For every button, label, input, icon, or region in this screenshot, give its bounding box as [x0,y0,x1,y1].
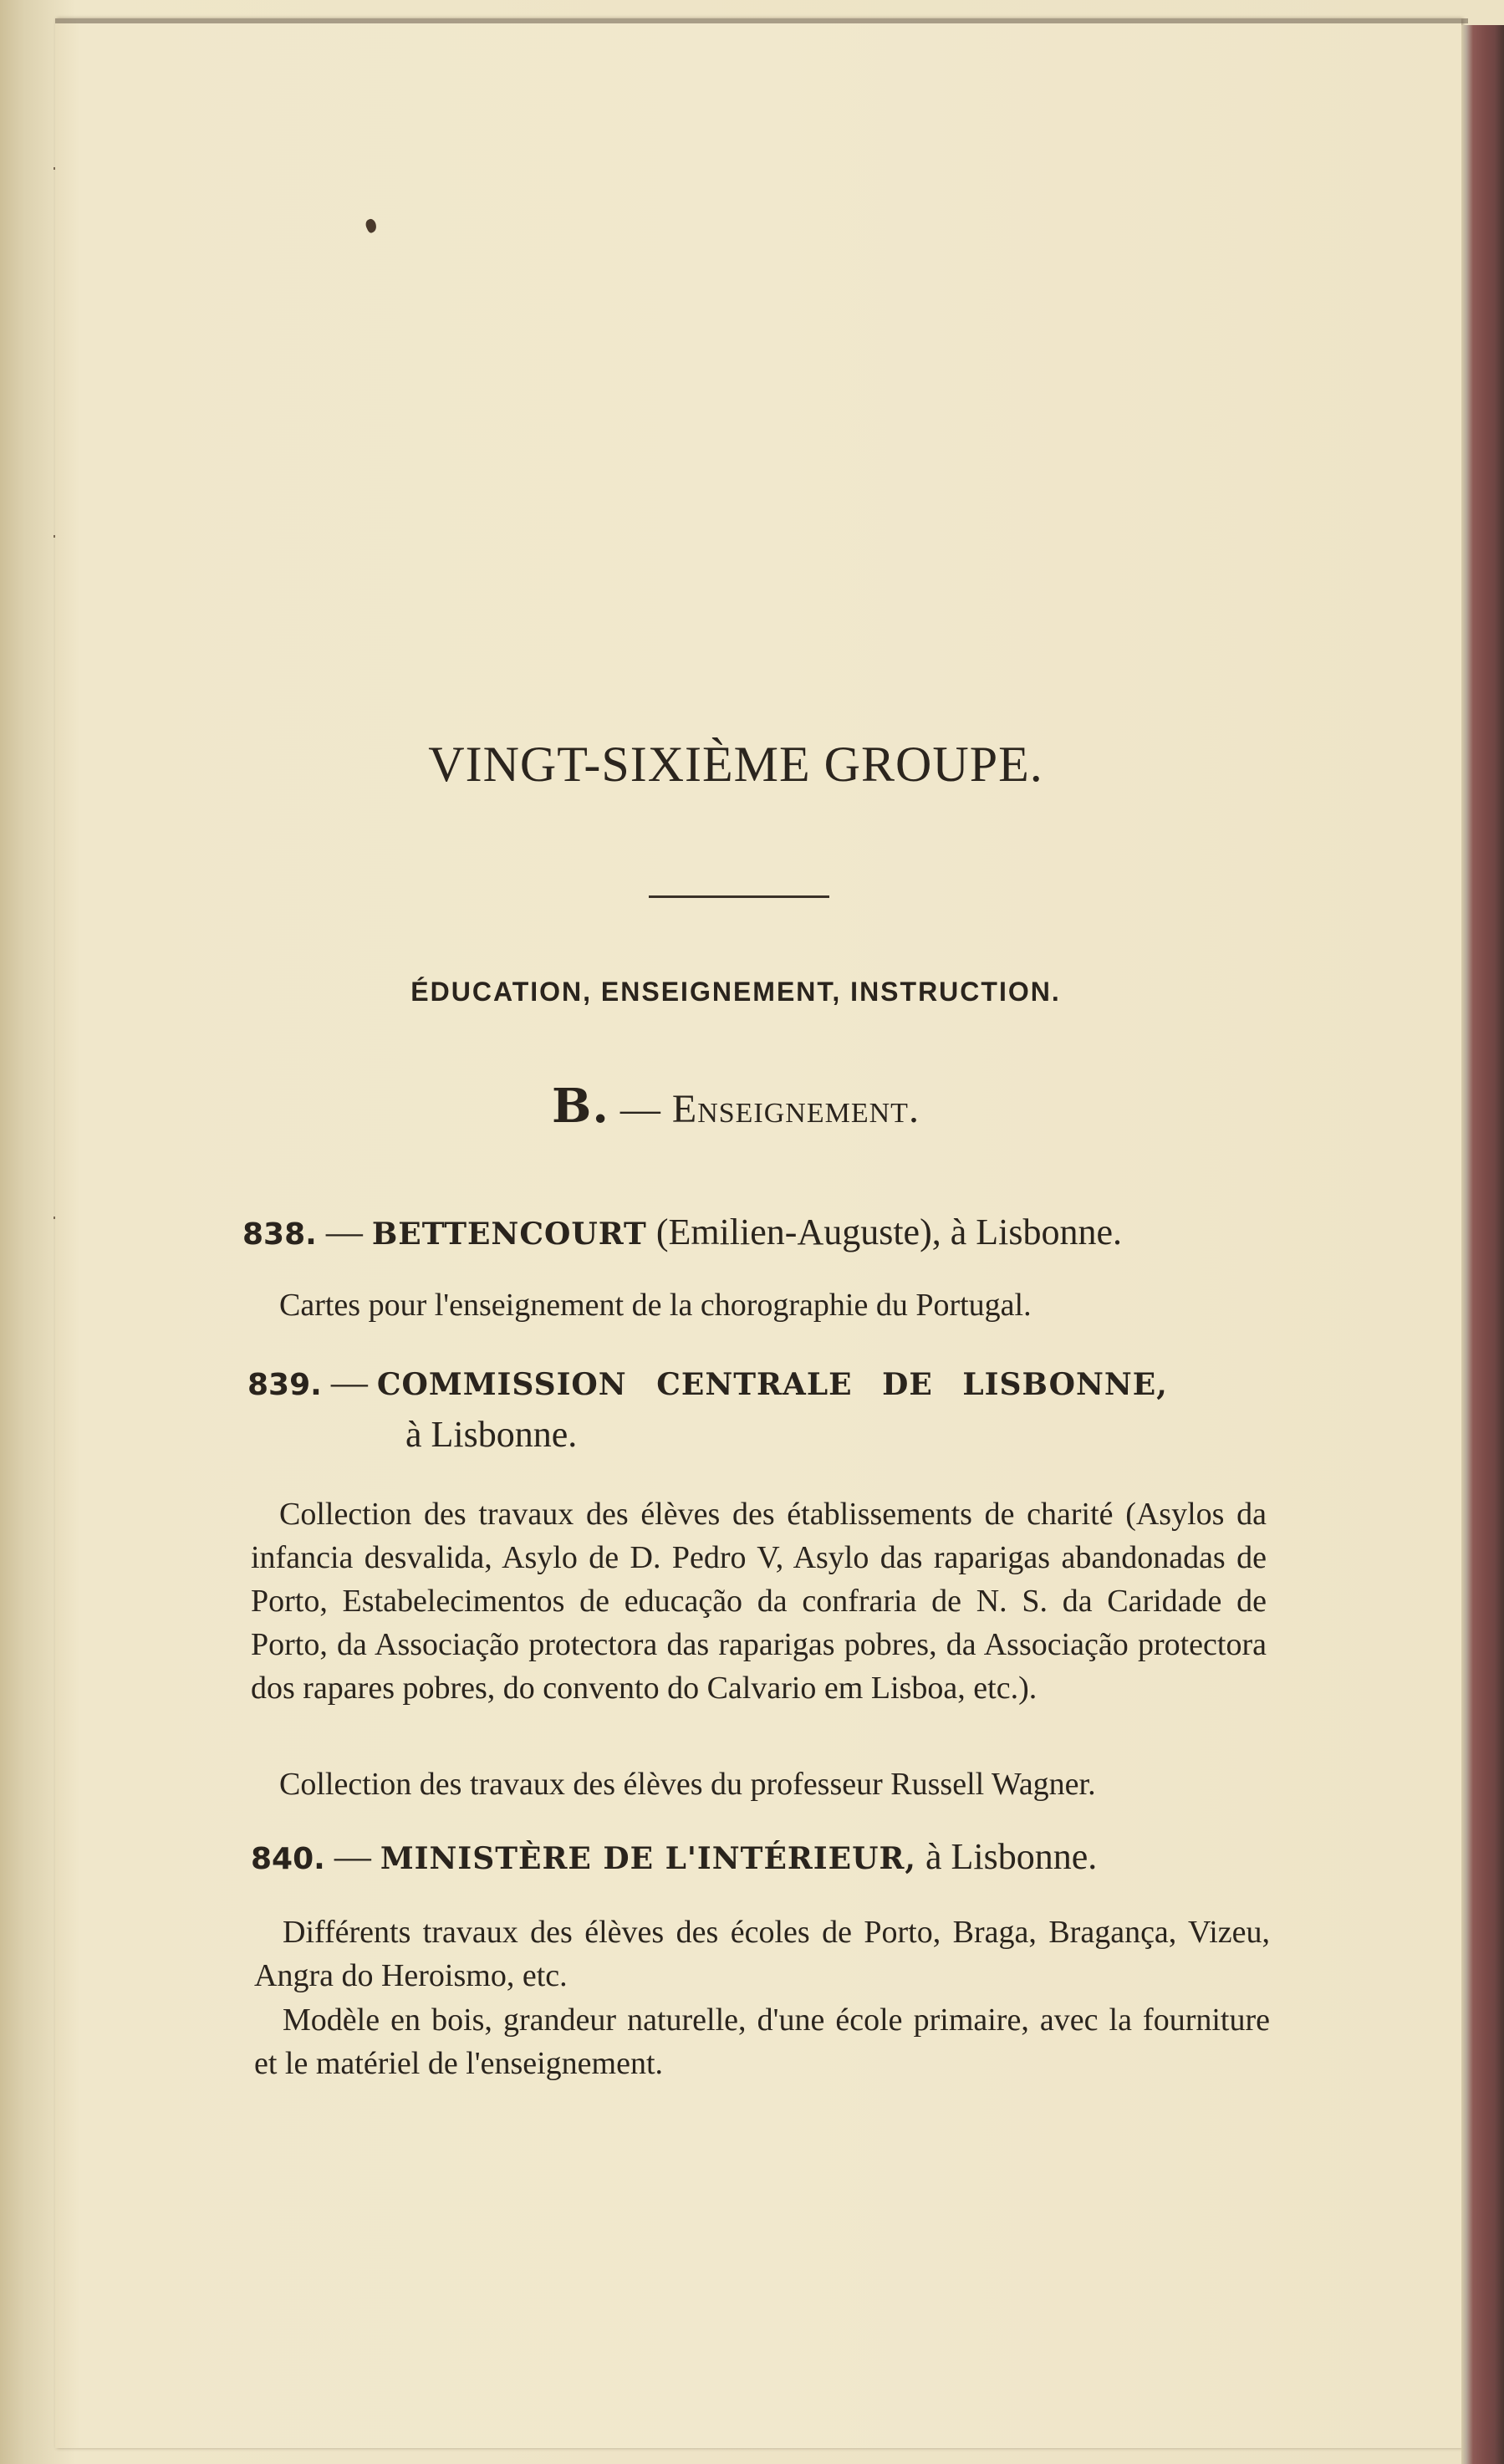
entry-number: 838. [242,1217,317,1252]
subsection-title: Enseignement. [671,1087,920,1131]
entry-number: 840. [251,1842,325,1876]
page-top-edge [55,18,1468,23]
entry-839-heading [247,1361,1168,1404]
entry-839-detail: à Lisbonne. [405,1414,578,1455]
entry-838-heading [242,1211,1122,1253]
entry-840-paragraph: Différents travaux des élèves des écoles de Porto, Braga, Bragança, Vizeu, Angra do Heroismo, etc. [254,1915,1270,1993]
section-title: ÉDUCATION, ENSEIGNEMENT, INSTRUCTION. [410,977,1061,1007]
entry-detail: à Lisbonne. [925,1836,1098,1877]
entry-name: BETTENCOURT [371,1217,647,1252]
entry-detail: (Emilien-Auguste), à Lisbonne. [655,1212,1123,1252]
entry-name: COMMISSION CENTRALE DE LISBONNE, [376,1367,1168,1402]
book-edge [1461,25,1504,2464]
entry-name: MINISTÈRE DE L'INTÉRIEUR, [380,1841,916,1876]
title-divider [649,895,829,898]
entry-839-paragraph: Collection des travaux des élèves des établissements de charité (Asylos da infancia desvalida, Asylo de D. Pedro V, Asylo das raparigas abandonadas de Porto, Estabelecimentos de educação da confraria de N. S. da Caridade de Porto, da Associação protectora das raparigas pobres, da Associação protectora dos rapares pobres, do convento do Calvario em Lisboa, etc.). [251,1497,1267,1706]
subsection-heading [0,1079,1471,1134]
entry-840-paragraph: Modèle en bois, grandeur naturelle, d'une école primaire, avec la fourniture et le matériel de l'enseignement. [254,2002,1270,2081]
entry-number: 839. [247,1368,322,1402]
group-title: VINGT-SIXIÈME GROUPE. [428,737,1043,792]
entry-838-paragraph: Cartes pour l'enseignement de la chorographie du Portugal. [279,1288,1032,1323]
subsection-letter: B. [552,1079,609,1134]
entry-dash: — [325,1212,363,1252]
entry-dash: — [334,1836,371,1877]
subsection-dash: — [619,1087,661,1131]
entry-dash: — [330,1362,368,1403]
entry-839-paragraph: Collection des travaux des élèves du professeur Russell Wagner. [279,1767,1096,1802]
entry-840-heading [251,1835,1097,1878]
